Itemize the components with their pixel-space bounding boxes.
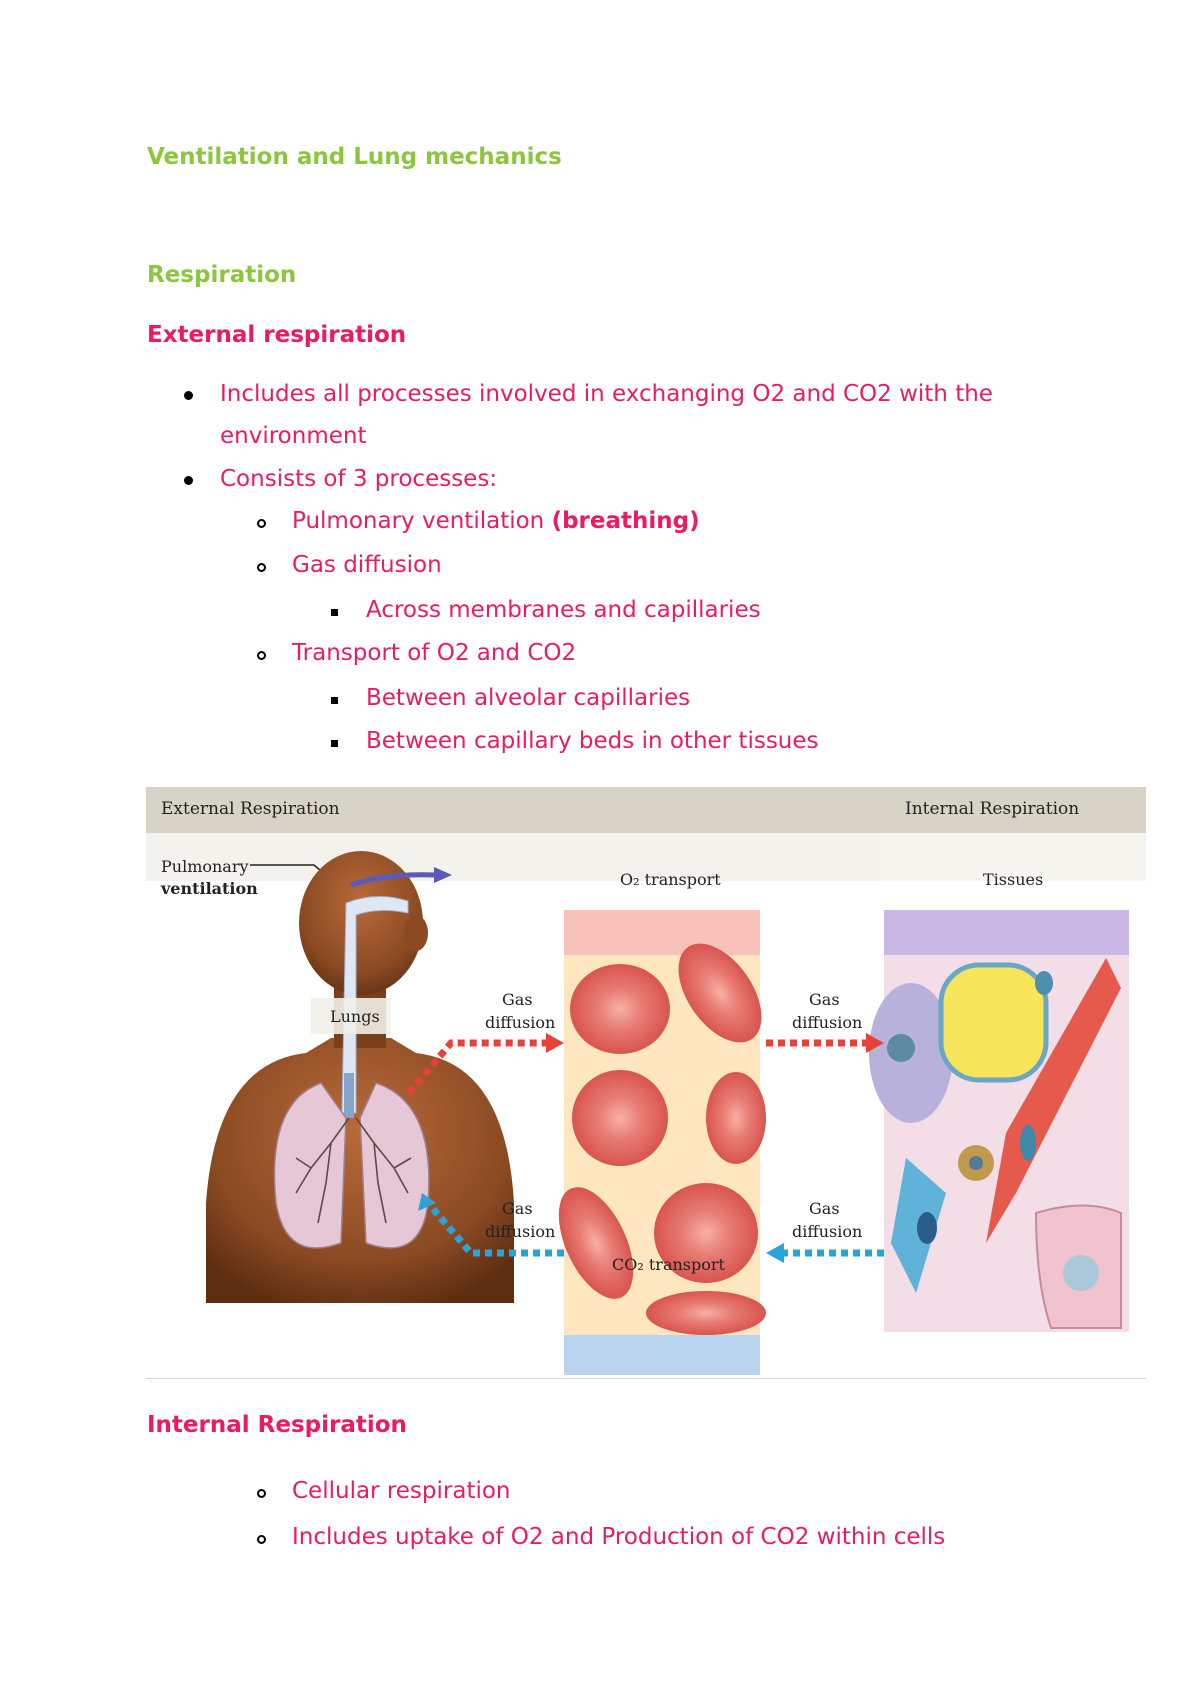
figure-label-lungs: Lungs	[330, 1007, 380, 1026]
bullet-square	[331, 697, 338, 704]
list-item-text: Between alveolar capillaries	[366, 685, 691, 711]
list-item-text: Pulmonary ventilation	[292, 508, 552, 534]
bullet-square	[331, 609, 338, 616]
bullet-disc	[184, 391, 193, 400]
emphasis-text: (breathing)	[551, 508, 700, 534]
bullet-disc	[184, 476, 193, 485]
figure-label-tissues: Tissues	[983, 870, 1044, 889]
figure-label-diffusion: diffusion	[485, 1013, 556, 1032]
figure-label-gas: Gas	[809, 990, 840, 1009]
heading-internal-respiration: Internal Respiration	[147, 1412, 407, 1438]
bullet-circle	[257, 651, 266, 660]
figure-label-co2-transport: CO₂ transport	[612, 1255, 725, 1274]
figure-label-gas: Gas	[809, 1199, 840, 1218]
tissue-panel	[869, 910, 1129, 1332]
section-heading-respiration: Respiration	[147, 262, 297, 288]
figure-label-diffusion: diffusion	[485, 1222, 556, 1241]
figure-label-diffusion: diffusion	[792, 1222, 863, 1241]
figure-label-ventilation: ventilation	[161, 879, 258, 898]
respiration-figure	[146, 773, 1146, 1379]
figure-label-gas: Gas	[502, 1199, 533, 1218]
blood-vessel-column	[543, 910, 778, 1375]
list-item-text: Gas diffusion	[292, 552, 442, 578]
list-item-text: Includes uptake of O2 and Production of CO2 within cells	[292, 1524, 946, 1550]
figure-illustration	[146, 773, 1146, 1378]
figure-header-internal: Internal Respiration	[905, 799, 1080, 819]
figure-label-diffusion: diffusion	[792, 1013, 863, 1032]
list-item-text: Cellular respiration	[292, 1478, 511, 1504]
figure-header-external: External Respiration	[161, 799, 340, 819]
list-item-pulmonary-ventilation	[292, 506, 700, 536]
human-figure	[206, 851, 514, 1303]
heading-external-respiration: External respiration	[147, 322, 407, 348]
bullet-square	[331, 740, 338, 747]
document-title: Ventilation and Lung mechanics	[147, 144, 562, 170]
list-item-text: Transport of O2 and CO2	[292, 640, 577, 666]
bullet-circle	[257, 1489, 266, 1498]
bullet-circle	[257, 519, 266, 528]
figure-label-o2-transport: O₂ transport	[620, 870, 721, 889]
list-item-text: Consists of 3 processes:	[220, 466, 498, 492]
list-item-text: Between capillary beds in other tissues	[366, 728, 819, 754]
list-item-text: Across membranes and capillaries	[366, 597, 761, 623]
list-item-text-continued: environment	[220, 423, 367, 449]
list-item-text: Includes all processes involved in exchanging O2 and CO2 with the	[220, 381, 993, 407]
bullet-circle	[257, 1535, 266, 1544]
figure-label-pulmonary: Pulmonary	[161, 857, 249, 876]
figure-label-gas: Gas	[502, 990, 533, 1009]
bullet-circle	[257, 563, 266, 572]
